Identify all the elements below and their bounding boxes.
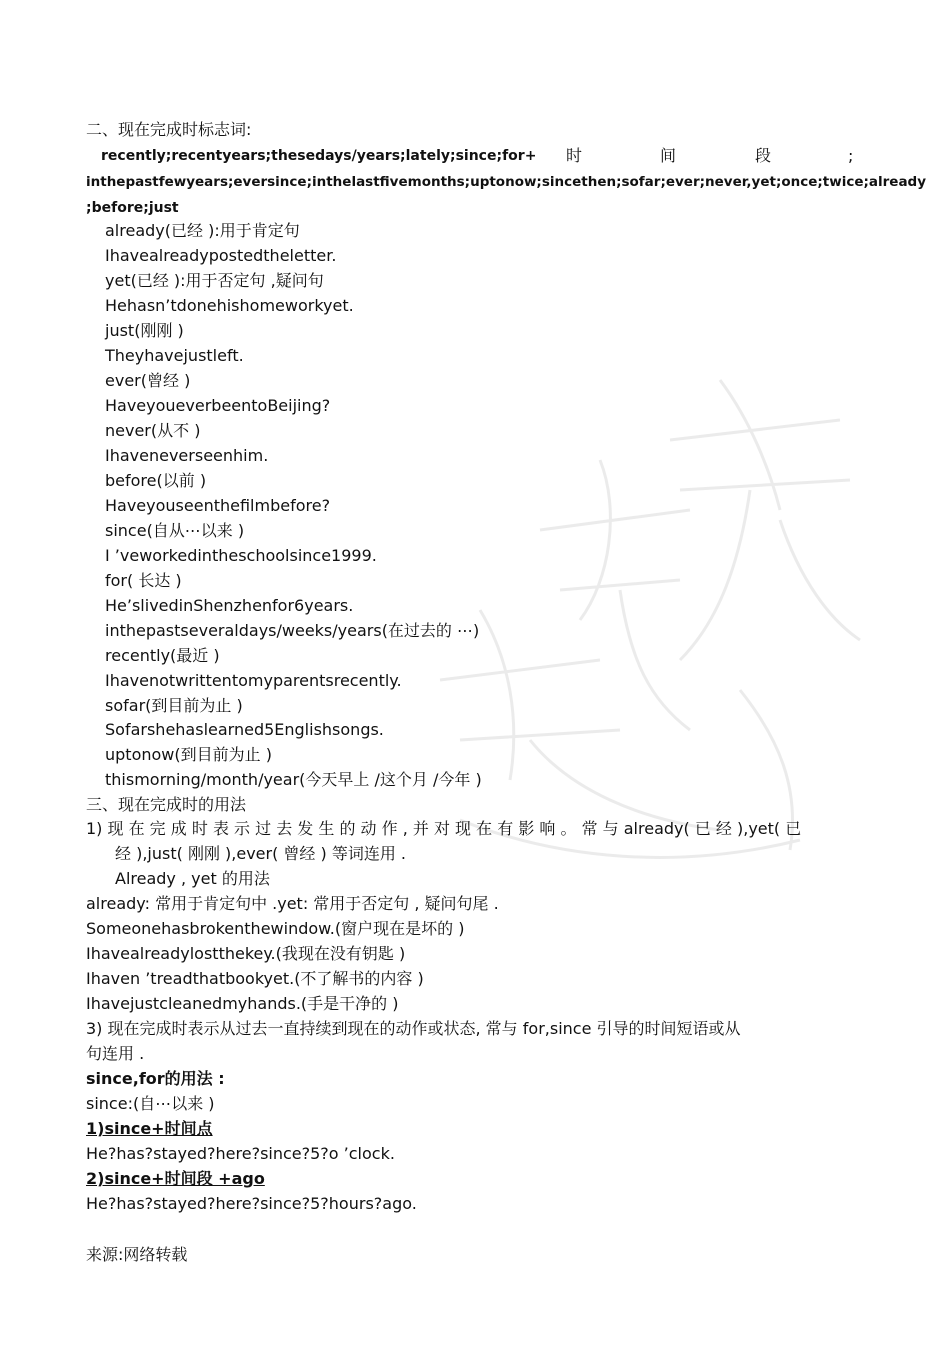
list-item: just(刚刚 ) — [105, 321, 184, 340]
list-item: since(自从⋯以来 ) — [105, 521, 245, 540]
section-3-title: 三、现在完成时的用法 — [86, 795, 247, 814]
keywords-line-3: ;before;just — [86, 200, 179, 216]
list-item: Ihaveneverseenhim. — [105, 446, 269, 465]
example-sentence: Ihavealreadylostthekey.(我现在没有钥匙 ) — [86, 944, 406, 963]
usage-3-line-2: 句连用 . — [86, 1044, 145, 1063]
list-item: I ’veworkedintheschoolsince1999. — [105, 546, 377, 565]
list-item: before(以前 ) — [105, 471, 207, 490]
list-item: ever(曾经 ) — [105, 371, 191, 390]
list-item: Theyhavejustleft. — [105, 346, 244, 365]
list-item: never(从不 ) — [105, 421, 201, 440]
example-sentence: Ihaven ’treadthatbookyet.(不了解书的内容 ) — [86, 969, 424, 988]
example-sentence: Ihavejustcleanedmyhands.(手是干净的 ) — [86, 994, 399, 1013]
section-2-title: 二、现在完成时标志词: — [86, 120, 252, 139]
list-item: He’slivedinShenzhenfor6years. — [105, 596, 354, 615]
list-item: Ihavenotwrittentomyparentsrecently. — [105, 671, 402, 690]
keywords-line-1-char-1: 时 — [566, 146, 583, 165]
since-for-title: since,for的用法 : — [86, 1069, 225, 1088]
since-rule-2: 2)since+时间段 +ago — [86, 1169, 265, 1188]
usage-1-line-3: Already , yet 的用法 — [115, 869, 270, 888]
source-note: 来源:网络转载 — [86, 1245, 188, 1264]
list-item: already(已经 ):用于肯定句 — [105, 221, 300, 240]
list-item: Sofarshehaslearned5Englishsongs. — [105, 720, 384, 739]
keywords-line-2: inthepastfewyears;eversince;inthelastfivemonths;uptonow;sincethen;sofar;ever;never,yet;once;twice;already — [86, 174, 927, 190]
keywords-line-1: recently;recentyears;thesedays/years;lately;since;for+ — [101, 148, 537, 164]
list-item: HaveyoueverbeentoBeijing? — [105, 396, 331, 415]
usage-1-line-4: already: 常用于肯定句中 .yet: 常用于否定句 , 疑问句尾 . — [86, 894, 499, 913]
usage-1-line-2: 经 ),just( 刚刚 ),ever( 曾经 ) 等词连用 . — [115, 844, 407, 863]
list-item: recently(最近 ) — [105, 646, 220, 665]
list-item: inthepastseveraldays/weeks/years(在过去的 ⋯) — [105, 621, 480, 640]
since-rule-1: 1)since+时间点 — [86, 1119, 213, 1138]
usage-1-line-1: 1) 现 在 完 成 时 表 示 过 去 发 生 的 动 作 , 并 对 现 在 有 影 响 。 常 与 already( 已 经 ),yet( 已 — [86, 819, 802, 838]
since-rule-2-example: He?has?stayed?here?since?5?hours?ago. — [86, 1194, 417, 1213]
usage-3-line-1: 3) 现在完成时表示从过去一直持续到现在的动作或状态, 常与 for,since 引导的时间短语或从 — [86, 1019, 741, 1038]
since-rule-1-example: He?has?stayed?here?since?5?o ’clock. — [86, 1144, 395, 1163]
keywords-line-1-char-4: ; — [848, 146, 854, 165]
list-item: Haveyouseenthefilmbefore? — [105, 496, 331, 515]
example-sentence: Someonehasbrokenthewindow.(窗户现在是坏的 ) — [86, 919, 465, 938]
list-item: thismorning/month/year(今天早上 /这个月 /今年 ) — [105, 770, 482, 789]
list-item: uptonow(到目前为止 ) — [105, 745, 272, 764]
since-definition: since:(自⋯以来 ) — [86, 1094, 215, 1113]
keywords-line-1-char-3: 段 — [755, 146, 772, 165]
keywords-line-1-char-2: 间 — [660, 146, 677, 165]
list-item: Hehasn’tdonehishomeworkyet. — [105, 296, 354, 315]
list-item: Ihavealreadypostedtheletter. — [105, 246, 337, 265]
list-item: sofar(到目前为止 ) — [105, 696, 243, 715]
list-item: for( 长达 ) — [105, 571, 182, 590]
list-item: yet(已经 ):用于否定句 ,疑问句 — [105, 271, 324, 290]
